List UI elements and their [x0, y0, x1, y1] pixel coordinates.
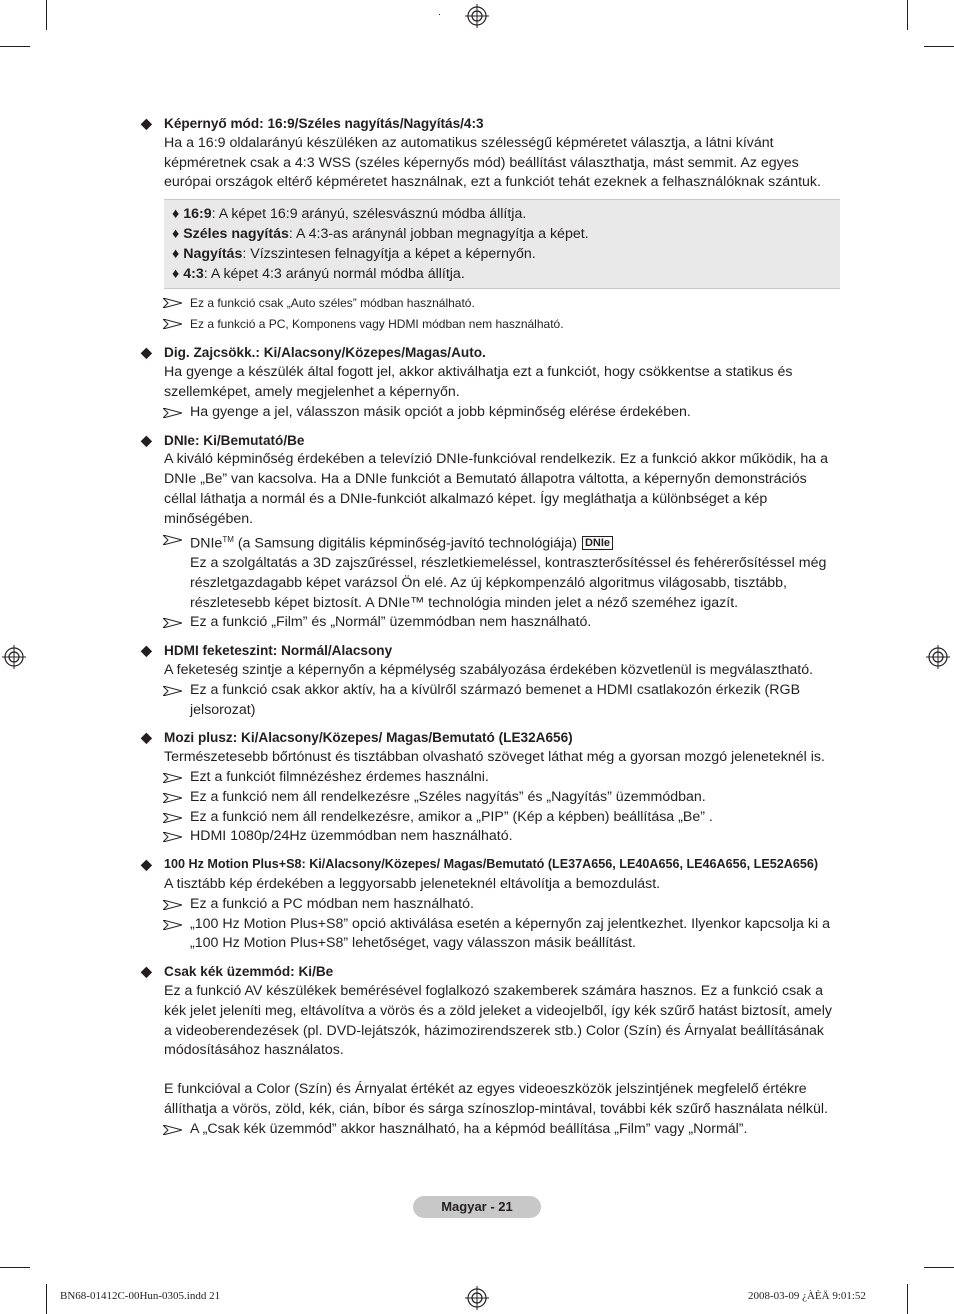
crop-mark	[46, 1284, 47, 1314]
dnie-logo: DNIe	[582, 536, 613, 550]
section-movie-plus	[140, 728, 840, 847]
registration-mark-icon	[926, 645, 950, 669]
registration-mark-icon	[465, 4, 489, 28]
section-title: ◆ Mozi plusz: Ki/Alacsony/Közepes/ Magas/Bemutató (LE32A656)	[140, 728, 840, 748]
crop-mark	[46, 0, 47, 30]
small-diamond-icon: ♦	[172, 265, 180, 282]
option-line: ♦ 4:3: A képet 4:3 arányú normál módba állítja.	[172, 265, 465, 282]
note-arrow-icon	[163, 813, 182, 823]
small-diamond-icon: ♦	[172, 225, 180, 242]
option-line: ♦ 16:9: A képet 16:9 arányú, szélesvásznú módba állítja.	[172, 206, 527, 223]
option-line: ♦ Széles nagyítás: A 4:3-as aránynál jobban megnagyítja a képet.	[172, 225, 589, 242]
note-arrow-icon	[163, 319, 182, 329]
note-arrow-icon	[163, 900, 182, 910]
option-box	[164, 199, 840, 289]
section-title: ◆ Csak kék üzemmód: Ki/Be	[140, 962, 840, 982]
note-arrow-icon	[163, 920, 182, 930]
print-slug-file: BN68-01412C-00Hun-0305.indd 21	[60, 1290, 221, 1302]
note-dnie: DNIe™ (a Samsung digitális képminőség-javító technológiája) DNIe Ez a szolgáltatás a 3D zajszűréssel, részletkiemeléssel, kontraszterősítéssel és fehérerősítéssel még részletgazdagabb képet varázsol Ön elé. Az új képkompenzáló algoritmus világosabb, tisztább, részletesebb képet biztosít. A DNIe™ technológia minden jelet a néző szeméhez igazít.	[140, 530, 840, 614]
section-noise-reduction	[140, 343, 840, 422]
note-arrow-icon	[163, 832, 182, 842]
note-arrow-icon	[163, 686, 182, 696]
section-dnie	[140, 431, 840, 634]
section-motion-plus	[140, 855, 840, 954]
note: Ez a funkció a PC, Komponens vagy HDMI módban nem használható.	[140, 314, 840, 335]
print-slug-date: 2008-03-09 ¿ÀÈÄ 9:01:52	[748, 1290, 866, 1302]
note: Ez a funkció „Film” és „Normál” üzemmódban nem használható.	[140, 613, 840, 633]
note: Ez a funkció csak „Auto széles” módban használható.	[140, 293, 840, 314]
section-body: Ha a 16:9 oldalarányú készüléken az automatikus szélességű képméretet választja, a látni kívánt képméretnek csak a 4:3 WSS (széles képernyős mód) beállítást választhatja, mást semmit. Az egyes európai országok eltérő képméretet használnak, ezt a funkciót tehát ezeknek a felhasználóknak szántuk.	[164, 134, 821, 191]
note: HDMI 1080p/24Hz üzemmódban nem használható.	[140, 827, 840, 847]
crop-mark	[924, 46, 954, 47]
diamond-bullet-icon: ◆	[141, 431, 152, 448]
section-body: A kiváló képminőség érdekében a televízió DNIe-funkcióval rendelkezik. Ez a funkció akkor működik, ha a DNIe „Be” van kacsolva. Ha a DNIe funkciót a Bemutató állapotra váltotta, a képernyőn demonstrációs céllal láthatja a normál és a DNIe-funkciót alkalmazó képet. Így megláthatja a különbséget a kép minőségében.	[164, 451, 828, 527]
crop-mark	[907, 1284, 908, 1314]
section-body: A feketeség szintje a képernyőn a képmélység szabályozása érdekében közvetlenül is megválasztható.	[164, 662, 814, 679]
note: Ez a funkció nem áll rendelkezésre, amikor a „PIP” (Kép a képben) beállítása „Be” .	[140, 808, 840, 828]
crop-mark	[0, 1267, 30, 1268]
section-title: ◆ HDMI feketeszint: Normál/Alacsony	[140, 641, 840, 661]
section-body-2: E funkcióval a Color (Szín) és Árnyalat értékét az egyes videoeszközök jelszintjének megfelelő értékre állíthatja a vörös, zöld, kék, cián, bíbor és sárga színoszlop-mintával, további kék szűrő használata nélkül.	[164, 1081, 828, 1117]
section-title: ◆ Képernyő mód: 16:9/Széles nagyítás/Nagyítás/4:3	[140, 114, 840, 134]
page-content	[140, 114, 840, 1148]
note-arrow-icon	[163, 1125, 182, 1135]
diamond-bullet-icon: ◆	[141, 856, 152, 873]
section-title: ◆ 100 Hz Motion Plus+S8: Ki/Alacsony/Közepes/ Magas/Bemutató (LE37A656, LE40A656, LE46A656, LE52A656)	[140, 855, 840, 875]
note: Ha gyenge a jel, válasszon másik opciót a jobb képminőség elérése érdekében.	[140, 403, 840, 423]
section-body: Ez a funkció AV készülékek bemérésével foglalkozó szakemberek számára hasznos. Ez a funkció csak a kék jelet jeleníti meg, eltávolítva a vörös és a zöld jeleket a videojelből, így kék szűrő hatást biztosít, amely a videoberendezések (pl. DVD-lejátszók, házimozirendszerek stb.) Color (Szín) és Árnyalat beállításának módosításához használatos.	[164, 983, 832, 1059]
note-arrow-icon	[163, 535, 182, 545]
note: A „Csak kék üzemmód” akkor használható, ha a képmód beállítása „Film” vagy „Normál”.	[140, 1120, 840, 1140]
note: Ez a funkció nem áll rendelkezésre „Széles nagyítás” és „Nagyítás” üzemmódban.	[140, 788, 840, 808]
diamond-bullet-icon: ◆	[141, 344, 152, 361]
crop-mark	[924, 1267, 954, 1268]
page-number-badge: Magyar - 21	[413, 1196, 541, 1218]
note: Ez a funkció csak akkor aktív, ha a kívülről származó bemenet a HDMI csatlakozón érkezik (RGB jelsorozat)	[140, 681, 840, 721]
registration-mark-icon	[465, 1286, 489, 1310]
section-blue-only	[140, 962, 840, 1139]
crop-mark	[907, 0, 908, 30]
note-arrow-icon	[163, 618, 182, 628]
crop-mark	[0, 46, 30, 47]
note-arrow-icon	[163, 408, 182, 418]
section-hdmi-black-level	[140, 641, 840, 720]
section-body: A tisztább kép érdekében a leggyorsabb jeleneteknél eltávolítja a bemozdulást.	[164, 876, 661, 893]
section-title: ◆ DNIe: Ki/Bemutató/Be	[140, 431, 840, 451]
small-diamond-icon: ♦	[172, 245, 180, 262]
section-body: Természetesebb bőrtónust és tisztábban olvasható szöveget láthat még a gyorsan mozgó jeleneteknél is.	[164, 749, 825, 766]
diamond-bullet-icon: ◆	[141, 115, 152, 131]
note: Ez a funkció a PC módban nem használható.	[140, 895, 840, 915]
note-arrow-icon	[163, 793, 182, 803]
note-arrow-icon	[163, 298, 182, 308]
diamond-bullet-icon: ◆	[141, 963, 152, 980]
diamond-bullet-icon: ◆	[141, 729, 152, 746]
note: Ezt a funkciót filmnézéshez érdemes használni.	[140, 768, 840, 788]
crop-mark	[439, 14, 440, 15]
section-body: Ha gyenge a készülék által fogott jel, akkor aktiválhatja ezt a funkciót, hogy csökkentse a statikus és szellemképet, amely megjelenhet a képernyőn.	[164, 364, 793, 400]
diamond-bullet-icon: ◆	[141, 642, 152, 659]
section-screen-mode	[140, 114, 840, 335]
note-arrow-icon	[163, 773, 182, 783]
registration-mark-icon	[2, 645, 26, 669]
section-title: ◆ Dig. Zajcsökk.: Ki/Alacsony/Közepes/Magas/Auto.	[140, 343, 840, 363]
option-line: ♦ Nagyítás: Vízszintesen felnagyítja a képet a képernyőn.	[172, 245, 536, 262]
note: „100 Hz Motion Plus+S8” opció aktiválása esetén a képernyőn zaj jelentkezhet. Ilyenkor kapcsolja ki a „100 Hz Motion Plus+S8” lehetőséget, vagy válasszon másik beállítást.	[140, 915, 840, 955]
small-diamond-icon: ♦	[172, 206, 180, 223]
